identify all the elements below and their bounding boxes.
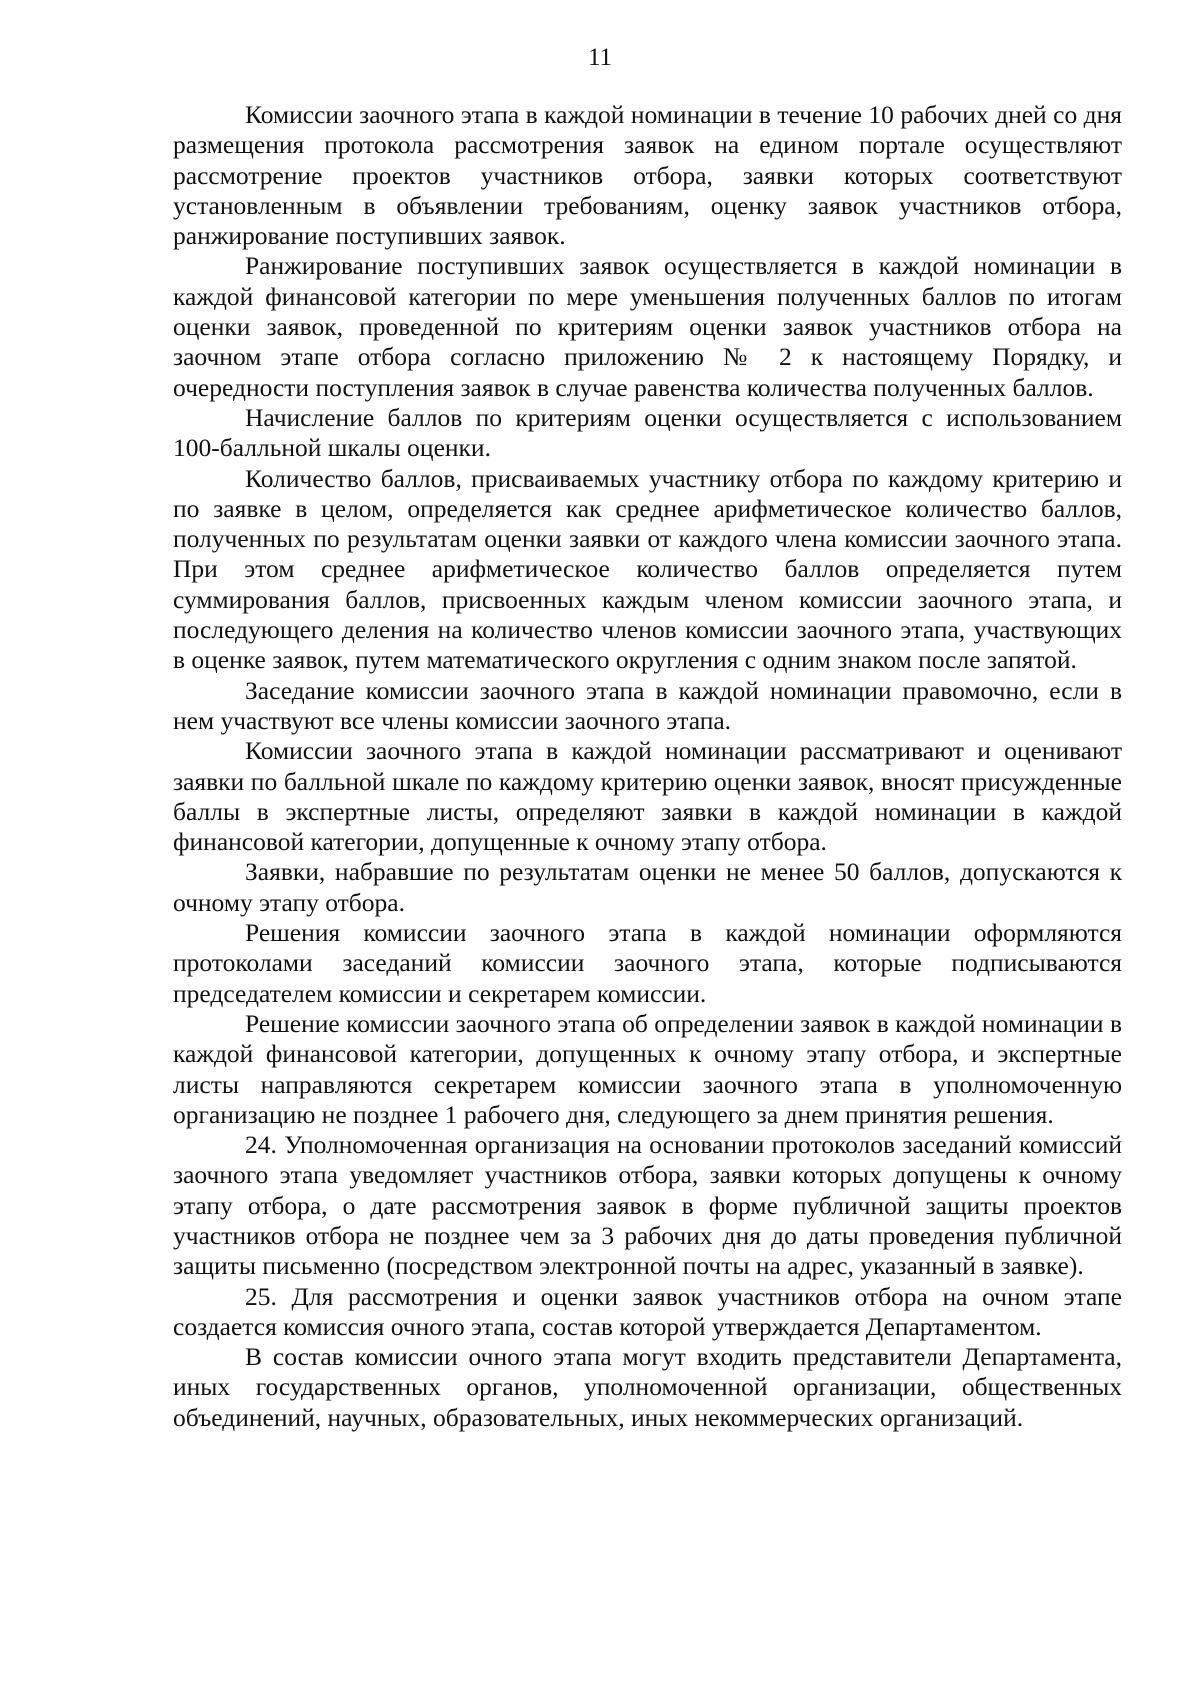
- paragraph-commission-review: Комиссии заочного этапа в каждой номинации в течение 10 рабочих дней со дня размещения протокола рассмотрения заявок на едином портале осуществляют рассмотрение проектов участников отбора, заявки которых соответствуют установленным в объявлении требованиям, оценку заявок участников отбора, ранжирование поступивших заявок.: [173, 100, 1122, 251]
- paragraph-admission-threshold: Заявки, набравшие по результатам оценки не менее 50 баллов, допускаются к очному этапу отбора.: [173, 857, 1122, 917]
- paragraph-decision-transfer: Решение комиссии заочного этапа об определении заявок в каждой номинации в каждой финансовой категории, допущенных к очному этапу отбора, и экспертные листы направляются секретарем комиссии заочного этапа в уполномоченную организацию не позднее 1 рабочего дня, следующего за днем принятия решения.: [173, 1008, 1122, 1129]
- paragraph-commission-composition: В состав комиссии очного этапа могут входить представители Департамента, иных государственных органов, уполномоченной организации, общественных объединений, научных, образовательных, иных некоммерческих организаций.: [173, 1342, 1122, 1432]
- page-number: 11: [587, 44, 613, 71]
- paragraph-score-calculation: Количество баллов, присваиваемых участнику отбора по каждому критерию и по заявке в целом, определяется как среднее арифметическое количество баллов, полученных по результатам оценки заявки от каждого члена комиссии заочного этапа. При этом среднее арифметическое количество баллов определяется путем суммирования баллов, присвоенных каждым членом комиссии заочного этапа, и последующего деления на количество членов комиссии заочного этапа, участвующих в оценке заявок, путем математического округления с одним знаком после запятой.: [173, 463, 1122, 675]
- paragraph-evaluation: Комиссии заочного этапа в каждой номинации рассматривают и оценивают заявки по балльной шкале по каждому критерию оценки заявок, вносят присужденные баллы в экспертные листы, определяют заявки в каждой номинации в каждой финансовой категории, допущенные к очному этапу отбора.: [173, 736, 1122, 857]
- paragraph-ranking: Ранжирование поступивших заявок осуществляется в каждой номинации в каждой финансовой категории по мере уменьшения полученных баллов по итогам оценки заявок, проведенной по критериям оценки заявок участников отбора на заочном этапе отбора согласно приложению № 2 к настоящему Порядку, и очередности поступления заявок в случае равенства количества полученных баллов.: [173, 251, 1122, 402]
- document-body: [173, 100, 1122, 1433]
- paragraph-quorum: Заседание комиссии заочного этапа в каждой номинации правомочно, если в нем участвуют все члены комиссии заочного этапа.: [173, 675, 1122, 735]
- paragraph-item-25: 25. Для рассмотрения и оценки заявок участников отбора на очном этапе создается комиссия очного этапа, состав которой утверждается Департаментом.: [173, 1281, 1122, 1341]
- paragraph-scoring-scale: Начисление баллов по критериям оценки осуществляется с использованием 100-балльной шкалы оценки.: [173, 402, 1122, 463]
- paragraph-protocols: Решения комиссии заочного этапа в каждой номинации оформляются протоколами заседаний комиссии заочного этапа, которые подписываются председателем комиссии и секретарем комиссии.: [173, 918, 1122, 1008]
- paragraph-item-24: 24. Уполномоченная организация на основании протоколов заседаний комиссий заочного этапа уведомляет участников отбора, заявки которых допущены к очному этапу отбора, о дате рассмотрения заявок в форме публичной защиты проектов участников отбора не позднее чем за 3 рабочих дня до даты проведения публичной защиты письменно (посредством электронной почты на адрес, указанный в заявке).: [173, 1130, 1122, 1281]
